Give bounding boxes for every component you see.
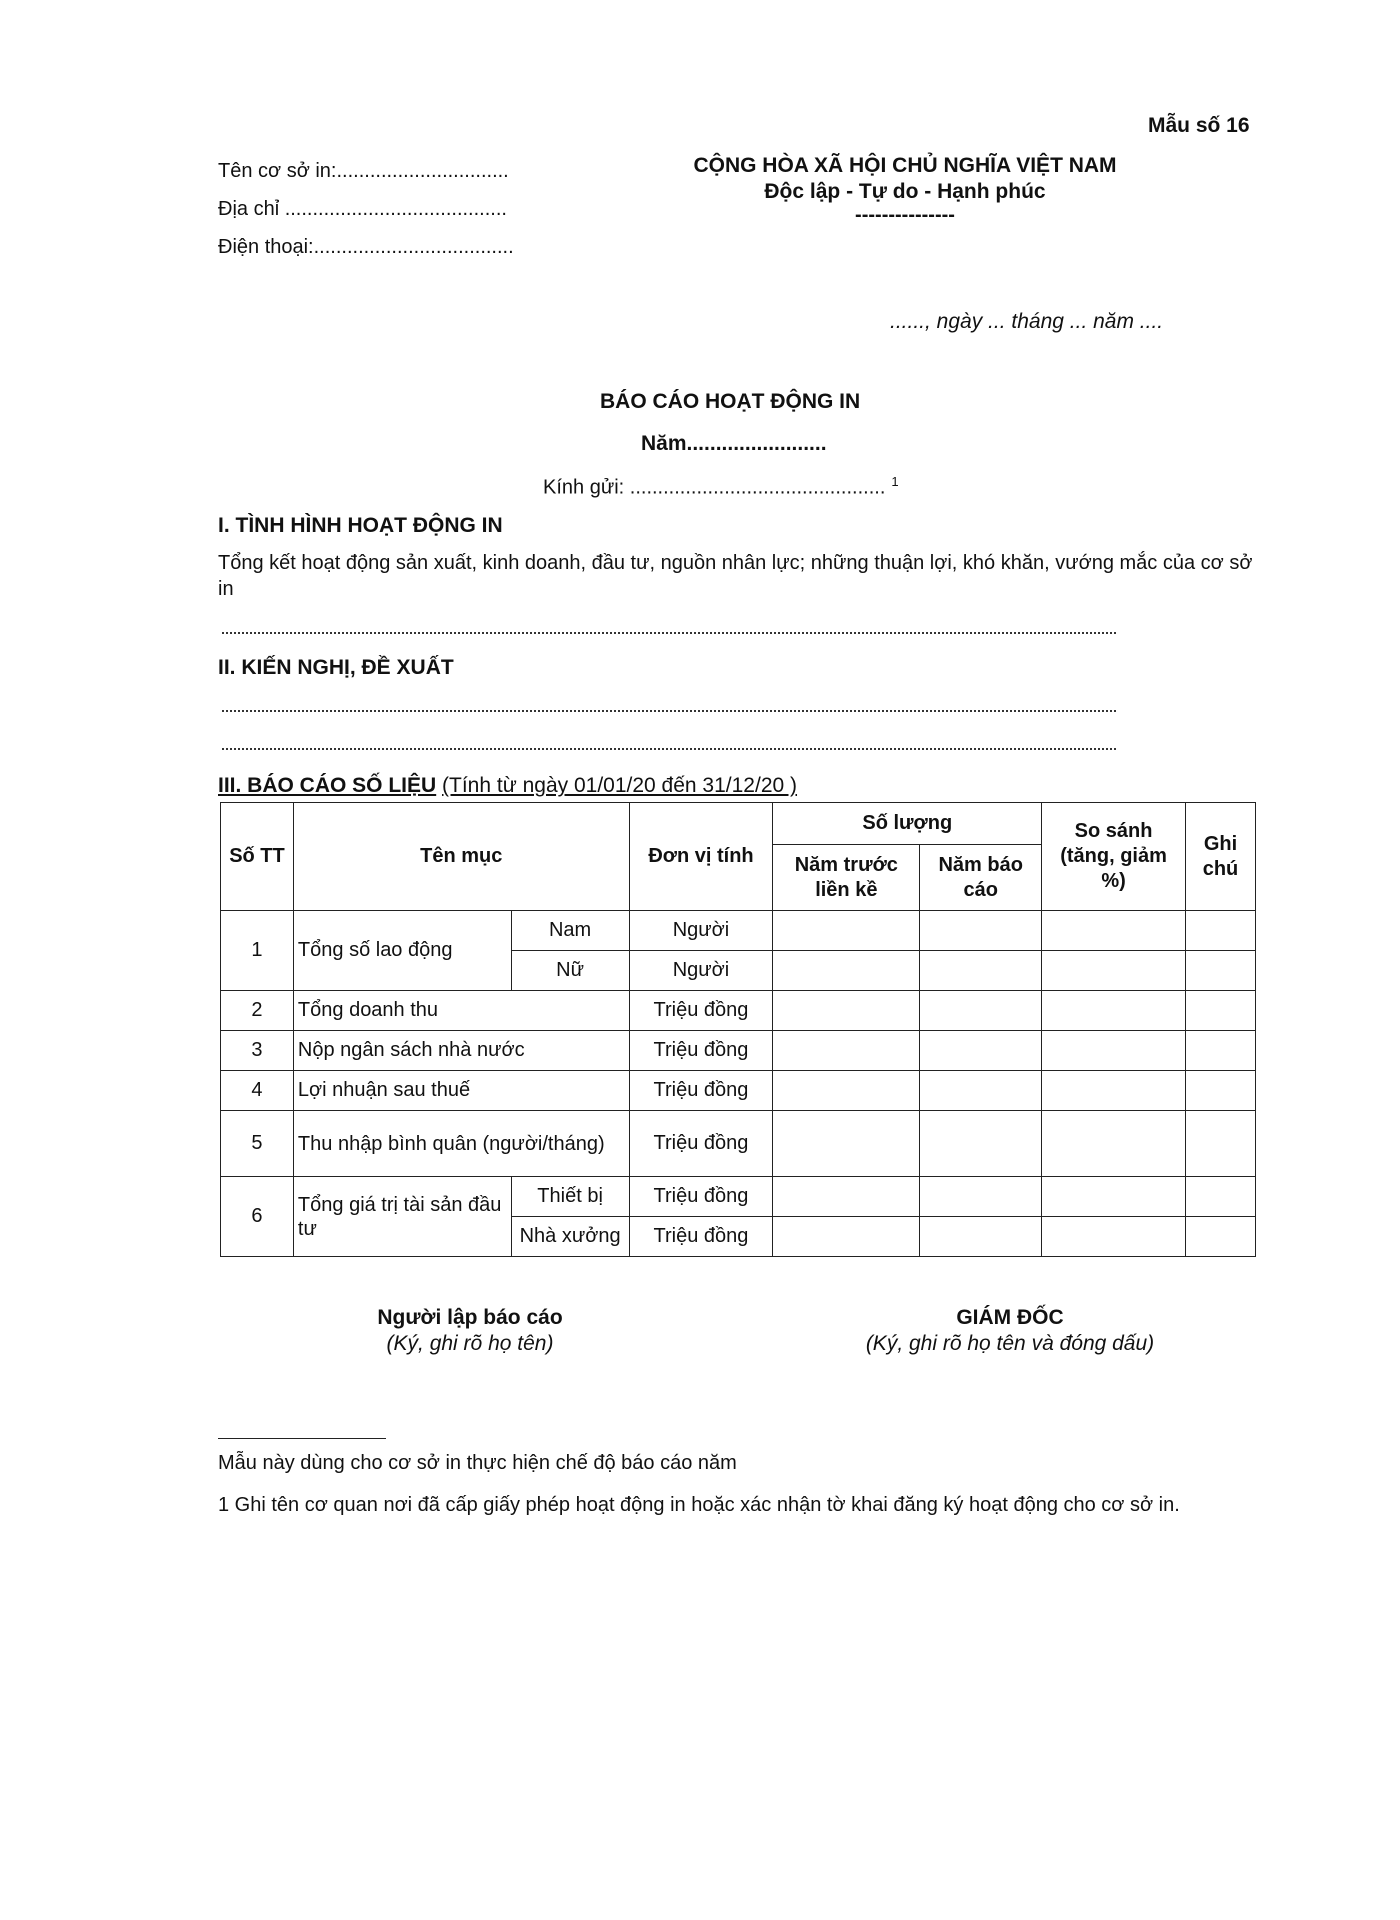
cell-report-year[interactable] <box>920 911 1042 951</box>
row-unit: Triệu đồng <box>629 1071 773 1111</box>
address-line: Địa chỉ ........................................ <box>218 198 507 220</box>
row-number: 5 <box>221 1111 294 1177</box>
row-unit: Triệu đồng <box>629 1217 773 1257</box>
date-line: ......, ngày ... tháng ... năm .... <box>890 310 1164 333</box>
cell-compare[interactable] <box>1042 951 1186 991</box>
row-number: 6 <box>221 1177 294 1257</box>
director-title: GIÁM ĐỐC <box>956 1306 1064 1329</box>
country-name: CỘNG HÒA XÃ HỘI CHỦ NGHĨA VIỆT NAM <box>693 154 1117 177</box>
cell-prev-year[interactable] <box>773 951 920 991</box>
cell-report-year[interactable] <box>920 951 1042 991</box>
cell-prev-year[interactable] <box>773 911 920 951</box>
footnote-1: 1 Ghi tên cơ quan nơi đã cấp giấy phép hoạt động in hoặc xác nhận tờ khai đăng ký hoạt động cho cơ sở in. <box>218 1494 1180 1516</box>
cell-compare[interactable] <box>1042 1111 1186 1177</box>
table-row <box>221 911 1256 951</box>
recipient-line <box>543 474 899 500</box>
facility-name-line: Tên cơ sở in:............................... <box>218 160 509 182</box>
preparer-title: Người lập báo cáo <box>377 1306 563 1329</box>
cell-prev-year[interactable] <box>773 1217 920 1257</box>
header-compare: So sánh (tăng, giảm %) <box>1042 803 1186 911</box>
cell-prev-year[interactable] <box>773 1031 920 1071</box>
cell-prev-year[interactable] <box>773 1071 920 1111</box>
row-sub-item: Nam <box>511 911 629 951</box>
row-item-name: Tổng doanh thu <box>293 991 629 1031</box>
cell-report-year[interactable] <box>920 1031 1042 1071</box>
table-row <box>221 1177 1256 1217</box>
footnote-scope: Mẫu này dùng cho cơ sở in thực hiện chế độ báo cáo năm <box>218 1452 737 1474</box>
row-unit: Triệu đồng <box>629 991 773 1031</box>
row-number: 1 <box>221 911 294 991</box>
cell-note[interactable] <box>1185 1217 1255 1257</box>
cell-report-year[interactable] <box>920 1071 1042 1111</box>
table-row <box>221 1111 1256 1177</box>
cell-compare[interactable] <box>1042 1031 1186 1071</box>
cell-note[interactable] <box>1185 1031 1255 1071</box>
row-number: 2 <box>221 991 294 1031</box>
form-number: Mẫu số 16 <box>1148 114 1250 137</box>
motto-separator: --------------- <box>855 204 955 226</box>
cell-note[interactable] <box>1185 1177 1255 1217</box>
row-item-name: Thu nhập bình quân (người/tháng) <box>293 1111 629 1177</box>
section2-dotted-line-1 <box>222 710 1116 712</box>
cell-compare[interactable] <box>1042 1071 1186 1111</box>
header-stt: Số TT <box>221 803 294 911</box>
recipient-footnote-mark: 1 <box>891 474 899 489</box>
cell-report-year[interactable] <box>920 1111 1042 1177</box>
row-unit: Triệu đồng <box>629 1177 773 1217</box>
table-row <box>221 991 1256 1031</box>
recipient-text: Kính gửi: .............................................. <box>543 476 886 499</box>
row-sub-item: Thiết bị <box>511 1177 629 1217</box>
row-unit: Người <box>629 911 773 951</box>
cell-report-year[interactable] <box>920 1177 1042 1217</box>
section3-heading: III. BÁO CÁO SỐ LIỆU <box>218 774 437 797</box>
report-title: BÁO CÁO HOẠT ĐỘNG IN <box>600 390 861 413</box>
row-unit: Người <box>629 951 773 991</box>
cell-note[interactable] <box>1185 991 1255 1031</box>
cell-compare[interactable] <box>1042 911 1186 951</box>
header-item: Tên mục <box>293 803 629 911</box>
cell-compare[interactable] <box>1042 991 1186 1031</box>
director-note: (Ký, ghi rõ họ tên và đóng dấu) <box>865 1332 1155 1355</box>
cell-prev-year[interactable] <box>773 1177 920 1217</box>
row-unit: Triệu đồng <box>629 1111 773 1177</box>
section1-dotted-line <box>222 632 1116 634</box>
report-table <box>220 802 1256 1257</box>
row-number: 3 <box>221 1031 294 1071</box>
section1-body: Tổng kết hoạt động sản xuất, kinh doanh, đầu tư, nguồn nhân lực; những thuận lợi, khó khăn, vướng mắc của cơ sở in <box>218 552 1253 600</box>
section3-period: (Tính từ ngày 01/01/20 đến 31/12/20 ) <box>442 774 798 797</box>
cell-prev-year[interactable] <box>773 1111 920 1177</box>
section3-heading-line <box>218 774 797 798</box>
table-row <box>221 1071 1256 1111</box>
cell-compare[interactable] <box>1042 1177 1186 1217</box>
cell-note[interactable] <box>1185 1071 1255 1111</box>
table-row <box>221 1031 1256 1071</box>
row-item-name: Tổng giá trị tài sản đầu tư <box>293 1177 511 1257</box>
cell-prev-year[interactable] <box>773 991 920 1031</box>
row-sub-item: Nữ <box>511 951 629 991</box>
national-motto: Độc lập - Tự do - Hạnh phúc <box>764 180 1046 203</box>
cell-report-year[interactable] <box>920 1217 1042 1257</box>
header-report-year: Năm báo cáo <box>920 845 1042 911</box>
footnote-divider <box>218 1438 386 1439</box>
cell-note[interactable] <box>1185 1111 1255 1177</box>
row-unit: Triệu đồng <box>629 1031 773 1071</box>
report-year-line: Năm........................ <box>641 432 827 455</box>
section2-dotted-line-2 <box>222 748 1116 750</box>
section1-heading: I. TÌNH HÌNH HOẠT ĐỘNG IN <box>218 514 503 537</box>
cell-compare[interactable] <box>1042 1217 1186 1257</box>
preparer-note: (Ký, ghi rõ họ tên) <box>386 1332 554 1355</box>
header-unit: Đơn vị tính <box>629 803 773 911</box>
row-item-name: Tổng số lao động <box>293 911 511 991</box>
cell-note[interactable] <box>1185 911 1255 951</box>
cell-note[interactable] <box>1185 951 1255 991</box>
row-number: 4 <box>221 1071 294 1111</box>
header-quantity: Số lượng <box>773 803 1042 845</box>
row-item-name: Nộp ngân sách nhà nước <box>293 1031 629 1071</box>
section2-heading: II. KIẾN NGHỊ, ĐỀ XUẤT <box>218 656 454 679</box>
header-prev-year: Năm trước liền kề <box>773 845 920 911</box>
phone-line: Điện thoại:.................................... <box>218 236 514 258</box>
row-sub-item: Nhà xưởng <box>511 1217 629 1257</box>
row-item-name: Lợi nhuận sau thuế <box>293 1071 629 1111</box>
cell-report-year[interactable] <box>920 991 1042 1031</box>
header-note: Ghi chú <box>1185 803 1255 911</box>
